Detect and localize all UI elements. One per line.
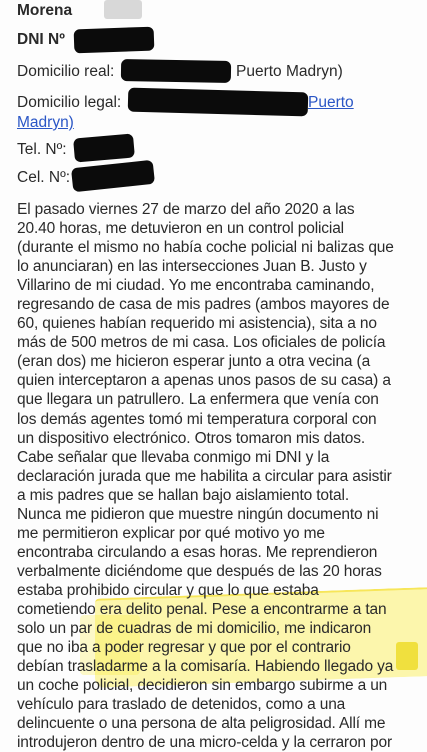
redaction-mark <box>71 160 155 192</box>
redaction-mark <box>74 27 155 54</box>
redaction-mark <box>73 133 135 162</box>
redaction-mark <box>104 0 142 19</box>
name-label: Morena <box>17 2 73 19</box>
redaction-mark <box>128 88 309 117</box>
domicilio-legal-link-line2[interactable]: Madryn) <box>17 114 74 131</box>
domicilio-real-city: Puerto Madryn) <box>236 63 343 80</box>
tel-label: Tel. Nº: <box>17 141 67 158</box>
domicilio-legal-label: Domicilio legal: <box>17 94 122 111</box>
redaction-mark <box>121 59 231 83</box>
domicilio-legal-link[interactable]: Puerto <box>308 94 354 111</box>
dni-label: DNI Nº <box>17 31 65 48</box>
cel-label: Cel. Nº: <box>17 169 71 186</box>
statement-paragraph: El pasado viernes 27 de marzo del año 2020 a las 20.40 horas, me detuvieron en un control policial (durante el mismo no había coche policial ni balizas que lo anunciaran) en las intersecciones Juan B. Justo y Villarino de mi ciudad. Yo me encontraba caminando, regresando de casa de mis padres (ambos mayores de 60, quienes habían requerido mi asistencia), sita a no más de 500 metros de mi casa. Los oficiales de policía (eran dos) me hicieron esperar junto a otra vecina (a quien interceptaron a apenas unos pasos de su casa) a que llegara un patrullero. La enfermera que venía con los demás agentes tomó mi temperatura corporal con un dispositivo electrónico. Otros tomaron mis datos. Cabe señalar que llevaba conmigo mi DNI y la declaración jurada que me habilita a circular para asistir a mis padres que se hallan bajo aislamiento total. Nunca me pidieron que muestre ningún documento ni me permitieron explicar por qué motivo yo me encontraba circulando a esas horas. Me reprendieron verbalmente diciéndome que después de las 20 horas estaba prohibido circular y que lo que estaba cometiendo era delito penal. Pese a encontrarme a tan solo un par de cuadras de mi domicilio, me indicaron que no iba a poder regresar y que por el contrario debían trasladarme a la comisaría. Habiendo llegado ya un coche policial, decidieron sin embargo subirme a un vehículo para traslado de detenidos, como a una delincuente o una persona de alta peligrosidad. Allí me introdujeron dentro de una micro-celda y la cerraron por <box>17 201 394 752</box>
domicilio-real-label: Domicilio real: <box>17 63 115 80</box>
